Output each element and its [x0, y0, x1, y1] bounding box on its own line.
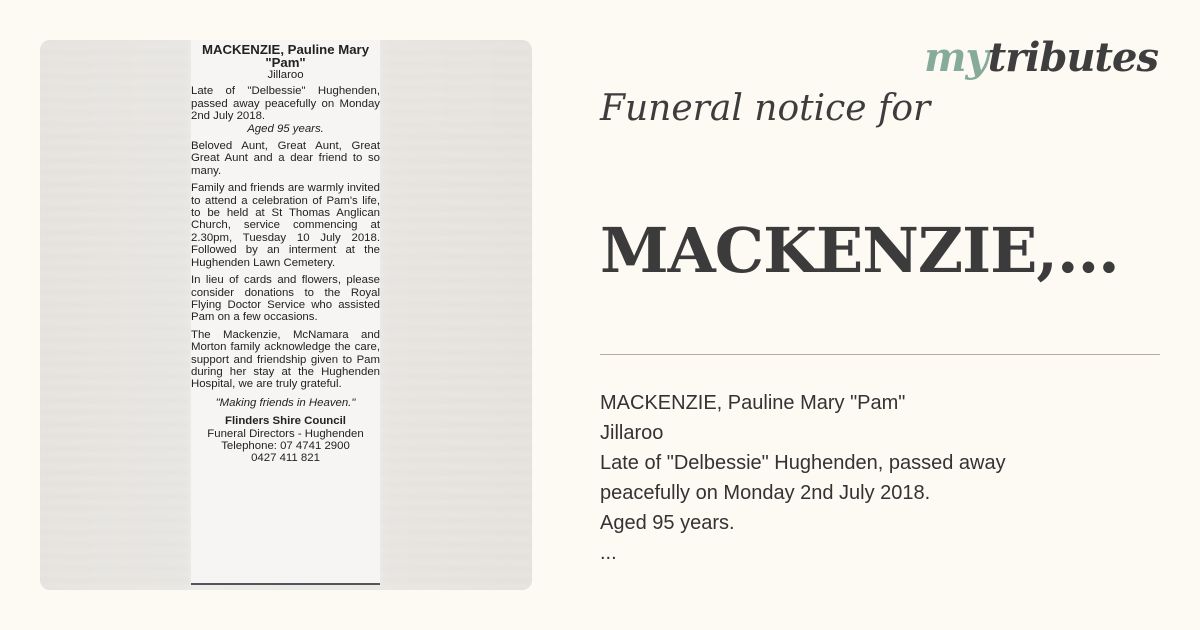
logo-my: my [924, 34, 988, 81]
clipping-phone: Telephone: 07 4741 2900 [221, 439, 350, 452]
blurred-background-left [40, 40, 190, 590]
divider [600, 354, 1160, 355]
clipping-location: Jillaroo [267, 69, 304, 81]
clipping-paragraph-5: The Mackenzie, McNamara and Morton family acknowledge the care, support and friendship given to Pam during her stay at the Hughenden Hospital, we are truly grateful. [191, 328, 380, 391]
summary-ellipsis: ... [600, 542, 617, 564]
clipping-name-line1: MACKENZIE, Pauline Mary [201, 42, 370, 57]
deceased-name-heading: MACKENZIE,... [600, 214, 1119, 287]
summary-line: Aged 95 years. [600, 512, 735, 534]
clipping-paragraph-1: Late of "Delbessie" Hughenden, passed away peacefully on Monday 2nd July 2018. [191, 85, 380, 123]
clipping-paragraph-3: Family and friends are warmly invited to attend a celebration of Pam's life, to be held at St Thomas Anglican Church, service commencing at 2.30pm, Tuesday 10 July 2018. Followed by an interment at the Hughenden Lawn Cemetery. [191, 182, 380, 269]
summary-line: MACKENZIE, Pauline Mary "Pam" [600, 392, 906, 414]
summary-line: Late of "Delbessie" Hughenden, passed away [600, 452, 1006, 474]
summary-line: Jillaroo [600, 422, 664, 444]
logo-tributes: tributes [987, 34, 1158, 81]
notice-kicker: Funeral notice for [600, 88, 931, 129]
clipping-paragraph-2: Beloved Aunt, Great Aunt, Great Great Aunt and a dear friend to so many. [191, 140, 380, 177]
notice-image-panel [40, 40, 532, 590]
clipping-mobile: 0427 411 821 [251, 452, 320, 465]
notice-summary [600, 388, 1160, 568]
clipping-name-line2: "Pam" [265, 55, 306, 70]
clipping-quote: "Making friends in Heaven." [215, 396, 356, 409]
summary-line: peacefully on Monday 2nd July 2018. [600, 482, 931, 504]
clipping-director-sub: Funeral Directors - Hughenden [207, 427, 364, 440]
clipping-paragraph-4: In lieu of cards and flowers, please consider donations to the Royal Flying Doctor Service who assisted Pam on a few occasions. [191, 274, 380, 324]
clipping-director: Flinders Shire Council [225, 415, 346, 428]
mytributes-logo[interactable] [924, 34, 1158, 81]
newspaper-clipping [191, 40, 380, 585]
clipping-aged: Aged 95 years. [247, 122, 324, 135]
blurred-background-right [382, 40, 532, 590]
